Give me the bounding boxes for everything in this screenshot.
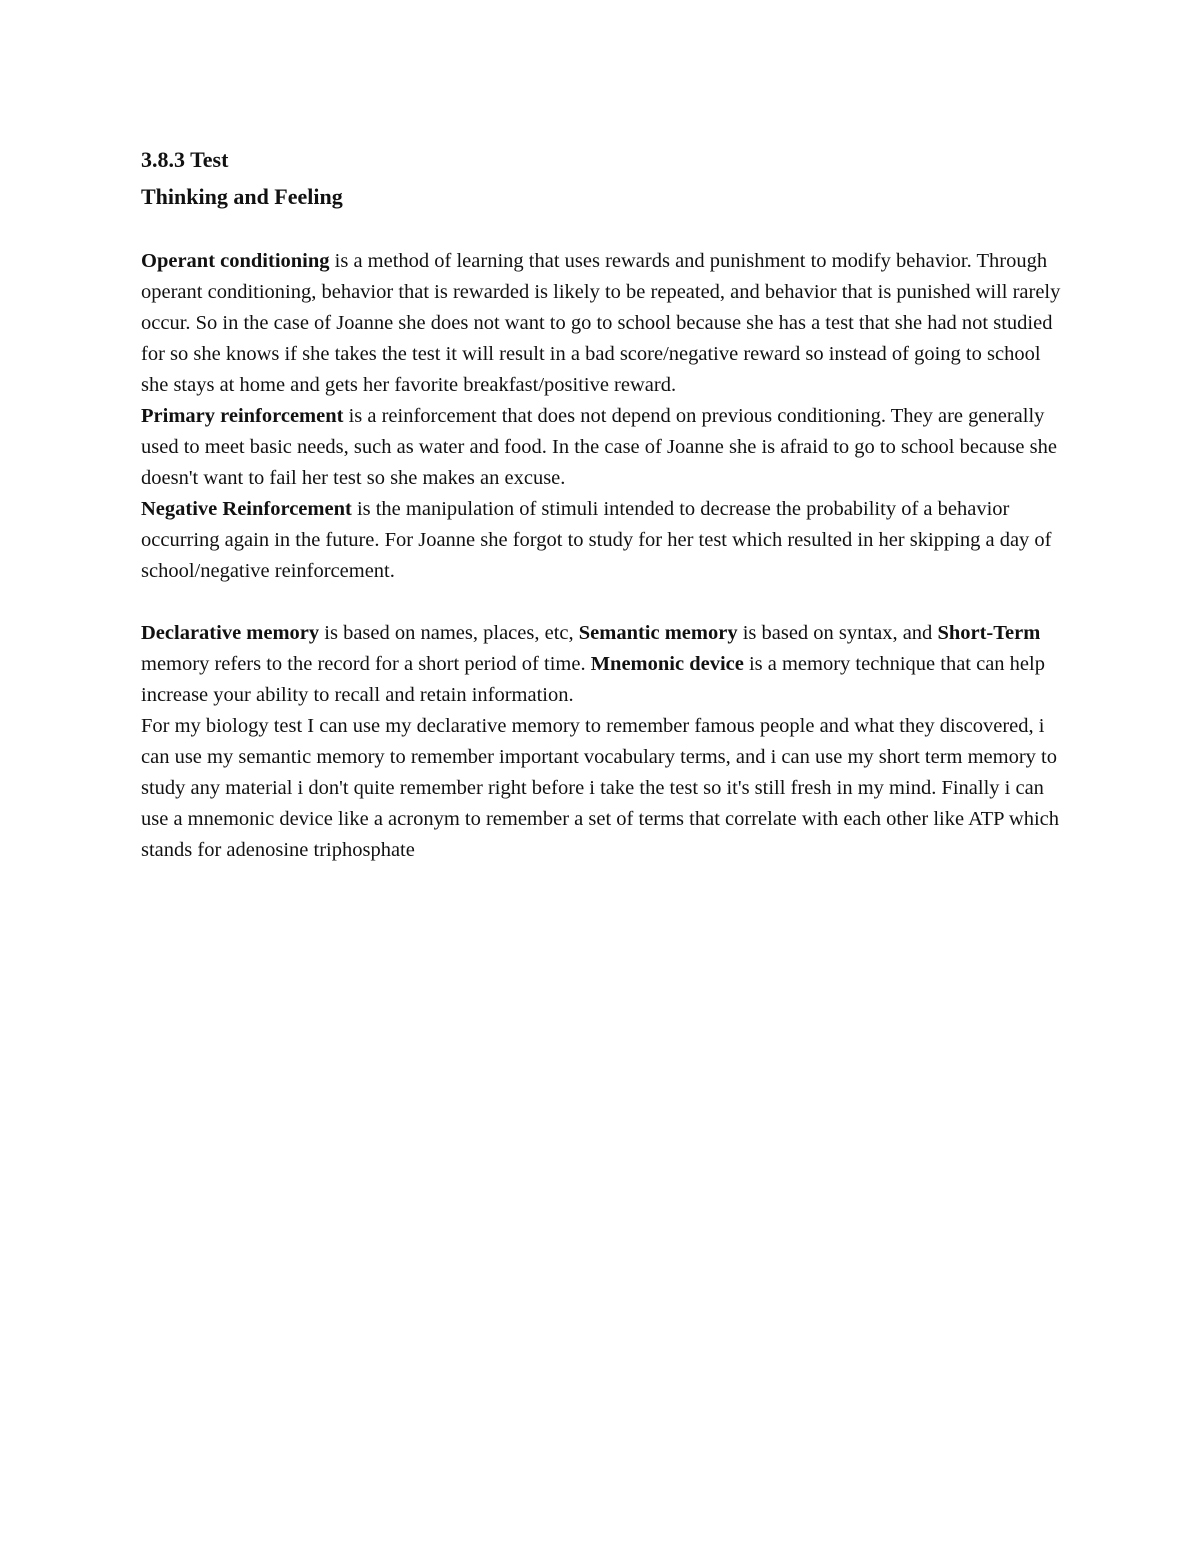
assignment-number: 3.8.3 Test bbox=[141, 147, 229, 172]
document-body bbox=[141, 141, 1066, 866]
negative-reinforcement-text: is the manipulation of stimuli intended to decrease the probability of a behavior occurring again in the future. For Joanne she forgot to study for her test which resulted in her skipping a day of school/negative reinforcement. bbox=[141, 498, 1052, 582]
term-primary-reinforcement: Primary reinforcement bbox=[141, 405, 344, 427]
primary-reinforcement-paragraph bbox=[141, 401, 1066, 494]
term-operant-conditioning: Operant conditioning bbox=[141, 250, 330, 272]
term-mnemonic-device: Mnemonic device bbox=[590, 653, 744, 675]
operant-conditioning-paragraph bbox=[141, 246, 1066, 401]
term-negative-reinforcement: Negative Reinforcement bbox=[141, 498, 352, 520]
declarative-memory-text: is based on names, places, etc, bbox=[319, 622, 579, 644]
operant-conditioning-text: is a method of learning that uses rewards and punishment to modify behavior. Through operant conditioning, behavior that is rewarded is likely to be repeated, and behavior that is punished will rarely occur. So in the case of Joanne she does not want to go to school because she has a test that she had not studied for so she knows if she takes the test it will result in a bad score/negative reward so instead of going to school she stays at home and gets her favorite breakfast/positive reward. bbox=[141, 250, 1061, 396]
term-short-term: Short-Term bbox=[937, 622, 1041, 644]
blank-line bbox=[141, 587, 1066, 618]
negative-reinforcement-paragraph bbox=[141, 494, 1066, 587]
short-term-text: memory refers to the record for a short period of time. bbox=[141, 653, 591, 675]
assignment-title: Thinking and Feeling bbox=[141, 184, 343, 209]
memory-types-paragraph bbox=[141, 618, 1066, 711]
mnemonic-device-text: is a memory technique that can help increase your ability to recall and retain information. bbox=[141, 653, 1045, 706]
semantic-memory-text: is based on syntax, and bbox=[737, 622, 938, 644]
primary-reinforcement-text: is a reinforcement that does not depend on previous conditioning. They are generally used to meet basic needs, such as water and food. In the case of Joanne she is afraid to go to school because she doesn't want to fail her test so she makes an excuse. bbox=[141, 405, 1057, 489]
term-semantic-memory: Semantic memory bbox=[578, 622, 738, 644]
term-declarative-memory: Declarative memory bbox=[141, 622, 320, 644]
blank-line bbox=[141, 215, 1066, 246]
biology-test-paragraph: For my biology test I can use my declarative memory to remember famous people and what they discovered, i can use my semantic memory to remember important vocabulary terms, and i can use my short term memory to study any material i don't quite remember right before i take the test so it's still fresh in my mind. Finally i can use a mnemonic device like a acronym to remember a set of terms that correlate with each other like ATP which stands for adenosine triphosphate bbox=[141, 715, 1059, 861]
